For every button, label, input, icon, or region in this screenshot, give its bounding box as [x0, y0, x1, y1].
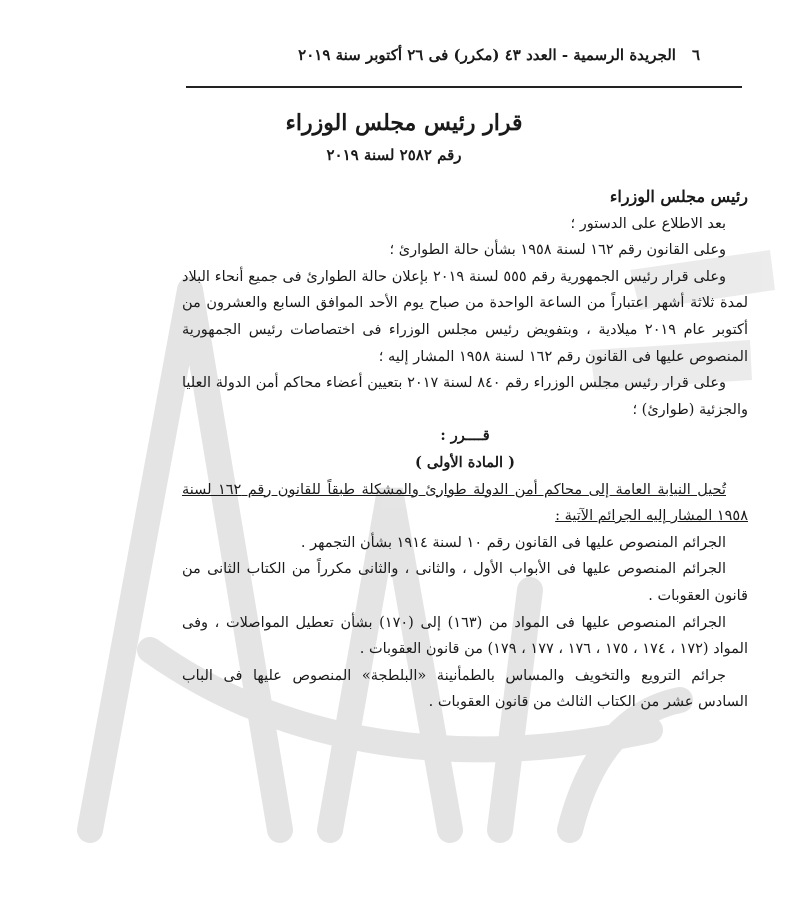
decree-number: رقم ٢٥٨٢ لسنة ٢٠١٩ — [326, 146, 462, 164]
decree-title: قرار رئيس مجلس الوزراء — [285, 110, 523, 136]
article-heading: ( المادة الأولى ) — [415, 453, 515, 471]
header-divider — [186, 86, 742, 88]
page-header — [180, 46, 700, 64]
running-title: الجريدة الرسمية - العدد ٤٣ (مكرر) فى ٢٦ أكتوبر سنة ٢٠١٩ — [298, 46, 676, 64]
paragraph: الجرائم المنصوص عليها فى الأبواب الأول ، والثانى ، والثانى مكرراً من الكتاب الثانى من قانون العقوبات . — [182, 561, 748, 604]
paragraph: وعلى قرار رئيس مجلس الوزراء رقم ٨٤٠ لسنة ٢٠١٧ بتعيين أعضاء محاكم أمن الدولة العليا والجزئية (طوارئ) ؛ — [182, 375, 748, 418]
paragraph: وعلى قرار رئيس الجمهورية رقم ٥٥٥ لسنة ٢٠١٩ بإعلان حالة الطوارئ فى جميع أنحاء البلاد لمدة ثلاثة أشهر اعتباراً من الساعة الواحدة من صباح يوم الأحد الموافق السابع والعشرون من أكتوبر عام ٢٠١٩ ميلادية ، وبتفويض رئيس مجلس الوزراء فى اختصاصات رئيس الجمهورية المنصوص عليها فى القانون رقم ١٦٢ لسنة ١٩٥٨ المشار إليه ؛ — [182, 268, 748, 365]
decree-body — [182, 184, 748, 716]
issuer-heading: رئيس مجلس الوزراء — [609, 187, 748, 206]
paragraph: الجرائم المنصوص عليها فى المواد من (١٦٣) إلى (١٧٠) بشأن تعطيل المواصلات ، وفى المواد (١٧٢ ، ١٧٤ ، ١٧٥ ، ١٧٦ ، ١٧٧ ، ١٧٩) من قانون العقوبات . — [182, 614, 748, 658]
paragraph: جرائم الترويع والتخويف والمساس بالطمأنينة «البلطجة» المنصوص عليها فى الباب السادس عشر من الكتاب الثالث من قانون العقوبات . — [182, 667, 748, 711]
paragraph: تُحيل النيابة العامة إلى محاكم أمن الدولة طوارئ والمشكلة طبقاً للقانون رقم ١٦٢ لسنة ١٩٥٨ المشار إليه الجرائم الآتية : — [182, 481, 748, 525]
paragraph: الجرائم المنصوص عليها فى القانون رقم ١٠ لسنة ١٩١٤ بشأن التجمهر . — [300, 534, 726, 551]
decided-heading: قــــرر : — [440, 427, 490, 445]
paragraph: وعلى القانون رقم ١٦٢ لسنة ١٩٥٨ بشأن حالة الطوارئ ؛ — [389, 242, 726, 259]
page-number: ٦ — [691, 46, 700, 64]
paragraph: بعد الاطلاع على الدستور ؛ — [570, 215, 726, 232]
